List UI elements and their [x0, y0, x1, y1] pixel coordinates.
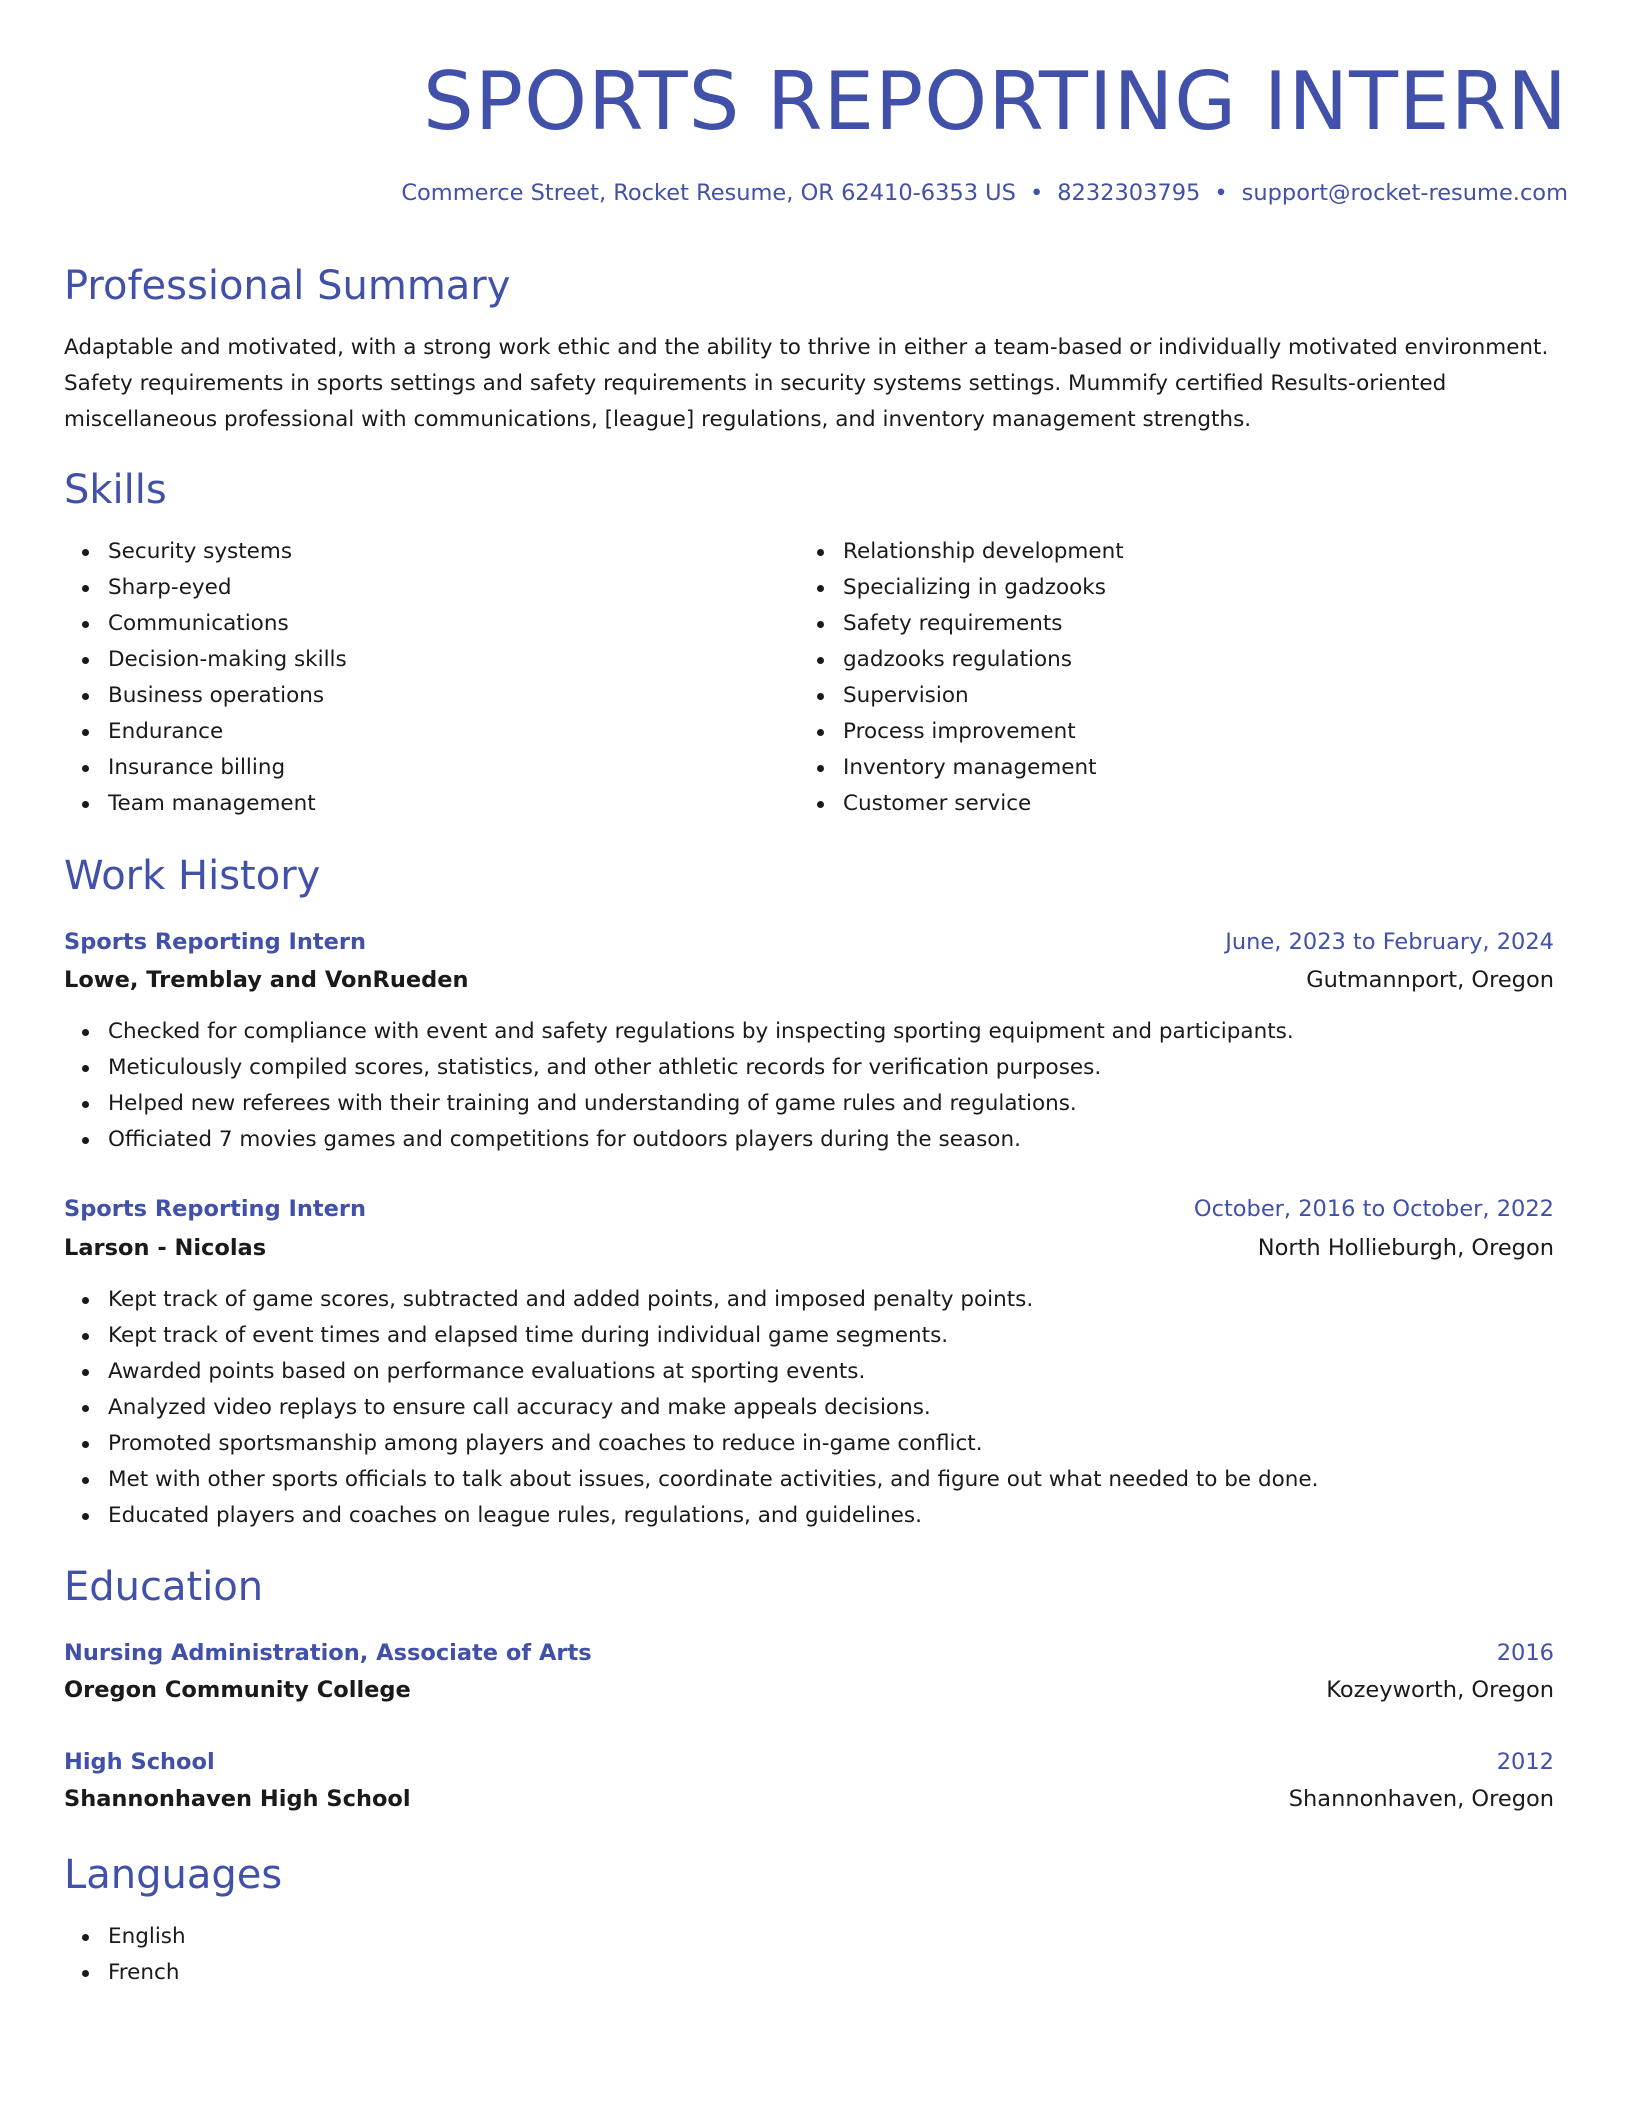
education-header [64, 1637, 1554, 1669]
skill-item: Process improvement [799, 714, 1124, 750]
work-heading: Work History [64, 853, 321, 899]
contact-email[interactable]: support@rocket-resume.com [1241, 180, 1568, 206]
summary-line: miscellaneous professional with communications, [league] regulations, and inventory management strengths. [64, 407, 1252, 432]
job-duty: Checked for compliance with event and safety regulations by inspecting sporting equipment and participants. [64, 1014, 1294, 1050]
job-duty: Promoted sportsmanship among players and coaches to reduce in-game conflict. [64, 1426, 1318, 1462]
skill-item: Team management [64, 786, 347, 822]
job-role: Sports Reporting Intern [64, 1196, 367, 1222]
skill-item: Endurance [64, 714, 347, 750]
job-duties [64, 1014, 1294, 1158]
job-duty: Analyzed video replays to ensure call accuracy and make appeals decisions. [64, 1390, 1318, 1426]
job-location: North Hollieburgh, Oregon [1257, 1235, 1554, 1261]
skill-item: gadzooks regulations [799, 642, 1124, 678]
job-dates: June, 2023 to February, 2024 [1225, 929, 1554, 955]
education-degree: High School [64, 1749, 215, 1775]
language-item: French [64, 1955, 186, 1991]
summary-text [64, 330, 1564, 438]
summary-heading: Professional Summary [64, 263, 511, 309]
job-company: Larson - Nicolas [64, 1235, 267, 1261]
skill-item: Safety requirements [799, 606, 1124, 642]
skills-heading: Skills [64, 467, 167, 513]
job-duty: Helped new referees with their training and understanding of game rules and regulations. [64, 1086, 1294, 1122]
skill-item: Supervision [799, 678, 1124, 714]
skill-item: Business operations [64, 678, 347, 714]
summary-line: Safety requirements in sports settings and safety requirements in security systems settings. Mummify certified Results-oriented [64, 371, 1447, 396]
contact-separator: • [1029, 180, 1044, 206]
education-heading: Education [64, 1564, 264, 1610]
education-year: 2012 [1496, 1749, 1554, 1775]
job-duty: Kept track of game scores, subtracted and added points, and imposed penalty points. [64, 1282, 1318, 1318]
contact-phone[interactable]: 8232303795 [1057, 180, 1201, 206]
education-year: 2016 [1496, 1640, 1554, 1666]
job-subheader [64, 964, 1554, 996]
education-degree: Nursing Administration, Associate of Arts [64, 1640, 592, 1666]
job-location: Gutmannport, Oregon [1306, 967, 1554, 993]
job-dates: October, 2016 to October, 2022 [1193, 1196, 1554, 1222]
skill-item: Specializing in gadzooks [799, 570, 1124, 606]
skill-item: Relationship development [799, 534, 1124, 570]
skill-item: Communications [64, 606, 347, 642]
skills-list-right [799, 534, 1124, 822]
skill-item: Customer service [799, 786, 1124, 822]
education-school: Shannonhaven High School [64, 1786, 411, 1812]
education-school: Oregon Community College [64, 1677, 411, 1703]
job-duty: Awarded points based on performance evaluations at sporting events. [64, 1354, 1318, 1390]
job-company: Lowe, Tremblay and VonRueden [64, 967, 469, 993]
job-duty: Educated players and coaches on league rules, regulations, and guidelines. [64, 1498, 1318, 1534]
language-item: English [64, 1919, 186, 1955]
job-duty: Met with other sports officials to talk about issues, coordinate activities, and figure out what needed to be done. [64, 1462, 1318, 1498]
contact-line [401, 178, 1568, 208]
skill-item: Inventory management [799, 750, 1124, 786]
education-header [64, 1746, 1554, 1778]
education-location: Shannonhaven, Oregon [1288, 1786, 1554, 1812]
education-location: Kozeyworth, Oregon [1326, 1677, 1554, 1703]
candidate-title: SPORTS REPORTING INTERN [423, 55, 1568, 148]
job-subheader [64, 1232, 1554, 1264]
job-header [64, 926, 1554, 958]
languages-list [64, 1919, 186, 1991]
job-duty: Kept track of event times and elapsed time during individual game segments. [64, 1318, 1318, 1354]
skills-list-left [64, 534, 347, 822]
skill-item: Insurance billing [64, 750, 347, 786]
skill-item: Security systems [64, 534, 347, 570]
contact-address: Commerce Street, Rocket Resume, OR 62410-6353 US [401, 180, 1016, 206]
education-subheader [64, 1674, 1554, 1706]
job-duty: Officiated 7 movies games and competitions for outdoors players during the season. [64, 1122, 1294, 1158]
summary-line: Adaptable and motivated, with a strong work ethic and the ability to thrive in either a team-based or individually motivated environment. [64, 335, 1549, 360]
job-duty: Meticulously compiled scores, statistics, and other athletic records for verification purposes. [64, 1050, 1294, 1086]
languages-heading: Languages [64, 1852, 283, 1898]
education-subheader [64, 1783, 1554, 1815]
job-role: Sports Reporting Intern [64, 929, 367, 955]
skill-item: Sharp-eyed [64, 570, 347, 606]
skill-item: Decision-making skills [64, 642, 347, 678]
contact-separator: • [1214, 180, 1228, 206]
job-duties [64, 1282, 1318, 1534]
job-header [64, 1193, 1554, 1225]
